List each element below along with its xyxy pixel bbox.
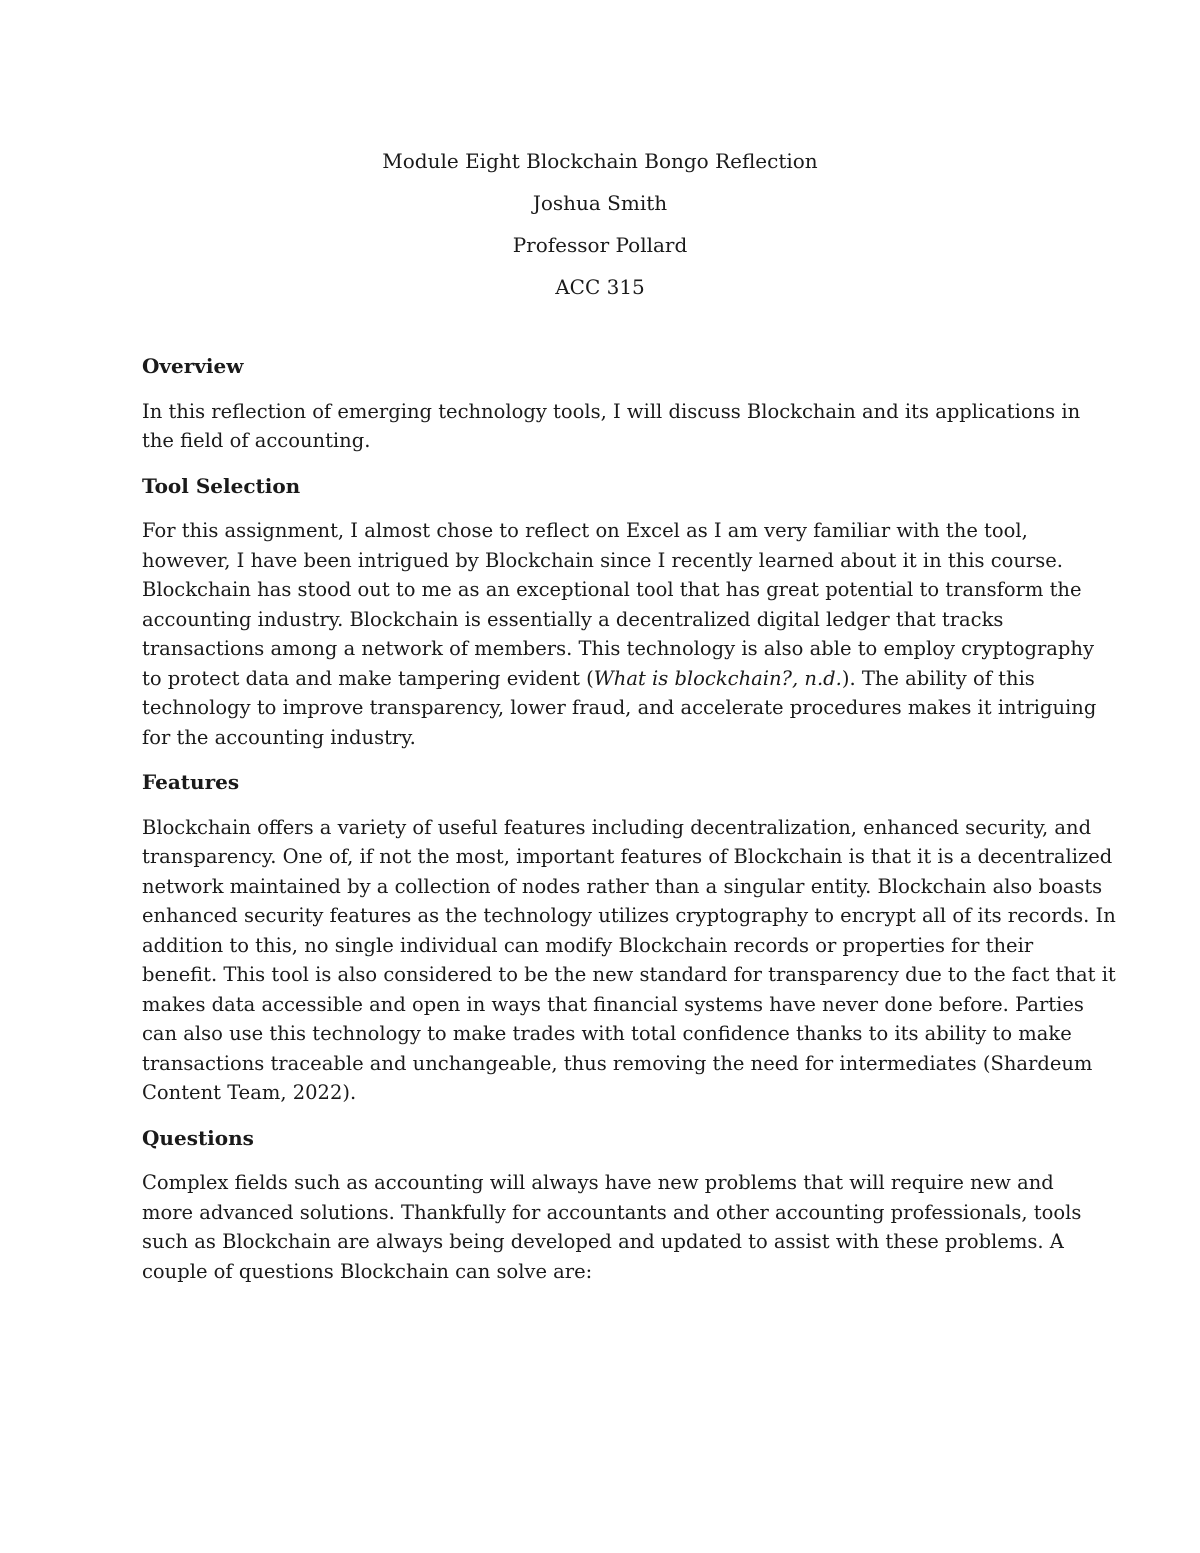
text-line: addition to this, no single individual can modify Blockchain records or properties for their <box>142 933 1034 957</box>
text-line: transactions traceable and unchangeable, thus removing the need for intermediates (Shardeum <box>142 1051 1093 1075</box>
text-line: enhanced security features as the technology utilizes cryptography to encrypt all of its records. In <box>142 904 1116 927</box>
text-line: accounting industry. Blockchain is essentially a decentralized digital ledger that tracks <box>142 607 1004 631</box>
text-line: couple of questions Blockchain can solve are: <box>142 1259 593 1283</box>
features-heading: Features <box>142 770 240 794</box>
text-segment: to protect data and make tampering evident ( <box>142 666 594 690</box>
text-line: makes data accessible and open in ways that financial systems have never done before. Parties <box>142 992 1084 1016</box>
text-line: network maintained by a collection of nodes rather than a singular entity. Blockchain also boasts <box>142 874 1103 898</box>
document-title: Module Eight Blockchain Bongo Reflection <box>382 149 818 173</box>
text-line: however, I have been intrigued by Blockchain since I recently learned about it in this course. <box>142 548 1063 572</box>
text-line: for the accounting industry. <box>142 725 416 749</box>
text-line: Blockchain has stood out to me as an exceptional tool that has great potential to transform the <box>142 578 1082 601</box>
text-line: the field of accounting. <box>142 429 371 452</box>
author-name: Joshua Smith <box>532 191 668 215</box>
overview-heading: Overview <box>142 354 244 378</box>
professor-name: Professor Pollard <box>512 233 688 257</box>
questions-heading: Questions <box>142 1125 254 1150</box>
text-line: benefit. This tool is also considered to be the new standard for transparency due to the fact that it <box>142 963 1116 986</box>
course-code: ACC 315 <box>555 275 645 299</box>
text-line: In this reflection of emerging technology tools, I will discuss Blockchain and its applications in <box>142 399 1081 423</box>
questions-paragraph <box>142 1168 1082 1286</box>
text-line: transactions among a network of members. This technology is also able to employ cryptography <box>142 637 1094 660</box>
text-line: can also use this technology to make trades with total confidence thanks to its ability to make <box>142 1022 1072 1045</box>
tool-selection-heading: Tool Selection <box>142 473 301 498</box>
document-body <box>142 352 1116 1302</box>
text-line: more advanced solutions. Thankfully for accountants and other accounting professionals, tools <box>142 1200 1082 1224</box>
text-line: transparency. One of, if not the most, important features of Blockchain is that it is a decentralized <box>142 845 1113 868</box>
text-line: Content Team, 2022). <box>142 1081 357 1104</box>
text-line: For this assignment, I almost chose to reflect on Excel as I am very familiar with the tool, <box>142 519 1028 542</box>
text-line: Blockchain offers a variety of useful features including decentralization, enhanced security, and <box>142 815 1092 839</box>
overview-paragraph <box>142 397 1081 456</box>
citation: What is blockchain?, n.d. <box>593 666 842 690</box>
text-line: Complex fields such as accounting will always have new problems that will require new and <box>142 1171 1054 1194</box>
title-block <box>0 140 1200 308</box>
text-line-with-citation <box>142 664 1062 694</box>
features-paragraph <box>142 813 1116 1108</box>
text-line: technology to improve transparency, lower fraud, and accelerate procedures makes it intriguing <box>142 696 1097 719</box>
text-line: such as Blockchain are always being developed and updated to assist with these problems. A <box>142 1230 1064 1253</box>
tool-selection-paragraph <box>142 516 1097 752</box>
text-segment: ). The ability of this <box>841 666 1035 690</box>
